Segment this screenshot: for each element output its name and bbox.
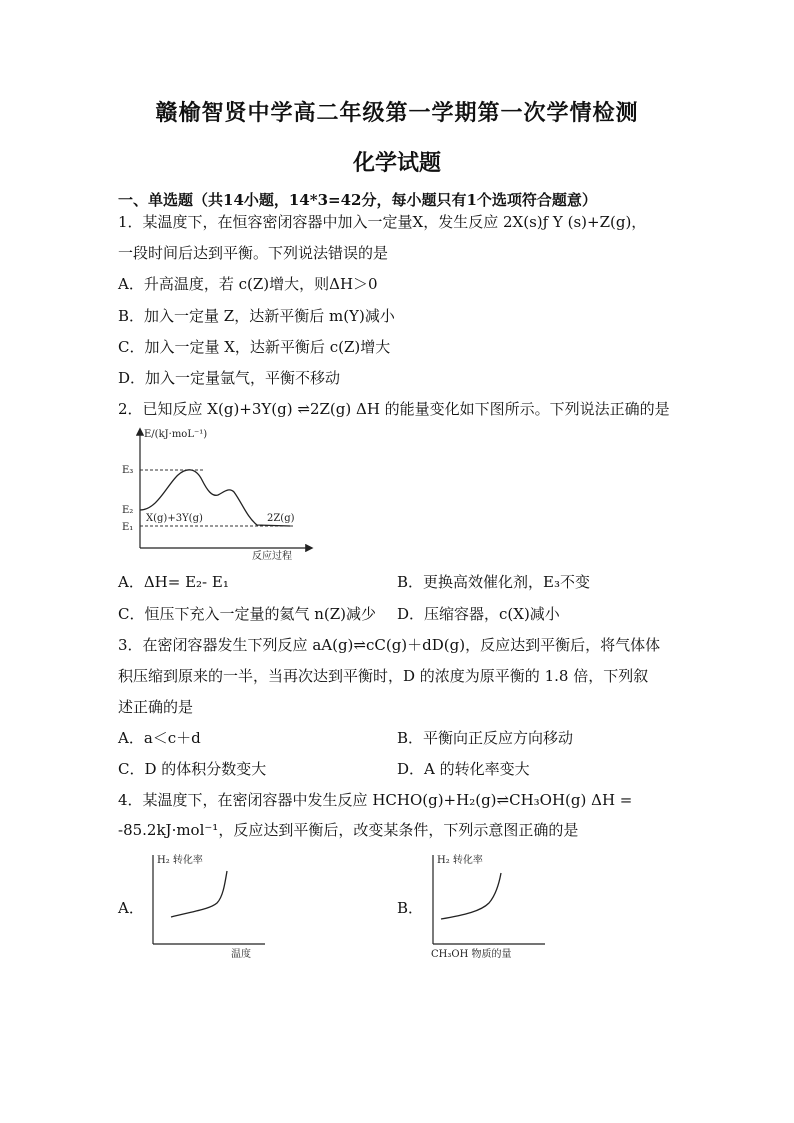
energy-x-axis-label: 反应过程 bbox=[252, 551, 292, 562]
q3-option-a: A．a＜c＋d bbox=[118, 729, 201, 747]
q2-option-b: B．更换高效催化剂，E₃不变 bbox=[397, 573, 590, 591]
q2-option-c: C．恒压下充入一定量的氦气 n(Z)减少 bbox=[118, 605, 377, 623]
graph-a-y-label: H₂ 转化率 bbox=[157, 855, 203, 866]
energy-y-axis-label: E/(kJ·moL⁻¹) bbox=[144, 429, 208, 440]
q1-option-c: C．加入一定量 X，达新平衡后 c(Z)增大 bbox=[118, 338, 391, 356]
q3-stem-line1: 3．在密闭容器发生下列反应 aA(g)⇌cC(g)＋dD(g)，反应达到平衡后，将气体体 bbox=[118, 636, 661, 654]
q3-option-d: D．A 的转化率变大 bbox=[397, 760, 530, 778]
graph-a-x-label: 温度 bbox=[231, 949, 251, 960]
q3-stem-line2: 积压缩到原来的一半，当再次达到平衡时，D 的浓度为原平衡的 1.8 倍，下列叙 bbox=[118, 667, 649, 685]
q3-option-c: C．D 的体积分数变大 bbox=[118, 760, 267, 778]
q2-option-a: A．ΔH= E₂- E₁ bbox=[118, 573, 229, 591]
q4-option-a: A． bbox=[118, 899, 144, 917]
q1-stem-line2: 一段时间后达到平衡。下列说法错误的是 bbox=[118, 244, 389, 262]
q1-option-d: D．加入一定量氩气，平衡不移动 bbox=[118, 369, 341, 387]
q4-stem-line1: 4．某温度下，在密闭容器中发生反应 HCHO(g)+H₂(g)⇌CH₃OH(g) ΔH = bbox=[118, 791, 633, 809]
q3-stem-line3: 述正确的是 bbox=[118, 698, 194, 716]
q3-option-b: B．平衡向正反应方向移动 bbox=[397, 729, 574, 747]
q1-option-a: A．升高温度，若 c(Z)增大，则ΔH＞0 bbox=[118, 275, 378, 293]
q4-graph-b bbox=[425, 851, 550, 961]
q4-graph-a bbox=[145, 851, 270, 961]
energy-diagram bbox=[112, 425, 322, 562]
graph-b-x-label: CH₃OH 物质的量 bbox=[431, 949, 512, 960]
graph-a-curve bbox=[171, 871, 227, 917]
graph-b-curve bbox=[441, 873, 501, 919]
graph-b-y-label: H₂ 转化率 bbox=[437, 855, 483, 866]
e1-label: E₁ bbox=[122, 522, 134, 533]
exam-school-title: 赣榆智贤中学高二年级第一学期第一次学情检测 bbox=[155, 100, 639, 126]
reactant-label: X(g)+3Y(g) bbox=[146, 513, 203, 524]
q1-stem-line1: 1．某温度下，在恒容密闭容器中加入一定量X，发生反应 2X(s)ƒ Y (s)+Z(g)， bbox=[118, 213, 647, 231]
product-label: 2Z(g) bbox=[267, 513, 295, 524]
section-heading: 一、单选题（共14小题，14*3=42分，每小题只有1个选项符合题意） bbox=[118, 191, 597, 209]
e2-label: E₂ bbox=[122, 505, 134, 516]
exam-subject-title: 化学试题 bbox=[352, 150, 441, 176]
q1-option-b: B．加入一定量 Z，达新平衡后 m(Y)减小 bbox=[118, 307, 395, 325]
q2-stem: 2．已知反应 X(g)+3Y(g) ⇌2Z(g) ΔH 的能量变化如下图所示。下列说法正确的是 bbox=[118, 400, 670, 418]
q2-option-d: D．压缩容器，c(X)减小 bbox=[397, 605, 560, 623]
e3-label: E₃ bbox=[122, 465, 134, 476]
q4-option-b: B． bbox=[397, 899, 424, 917]
q4-stem-line2: -85.2kJ·mol⁻¹，反应达到平衡后，改变某条件，下列示意图正确的是 bbox=[118, 821, 579, 839]
